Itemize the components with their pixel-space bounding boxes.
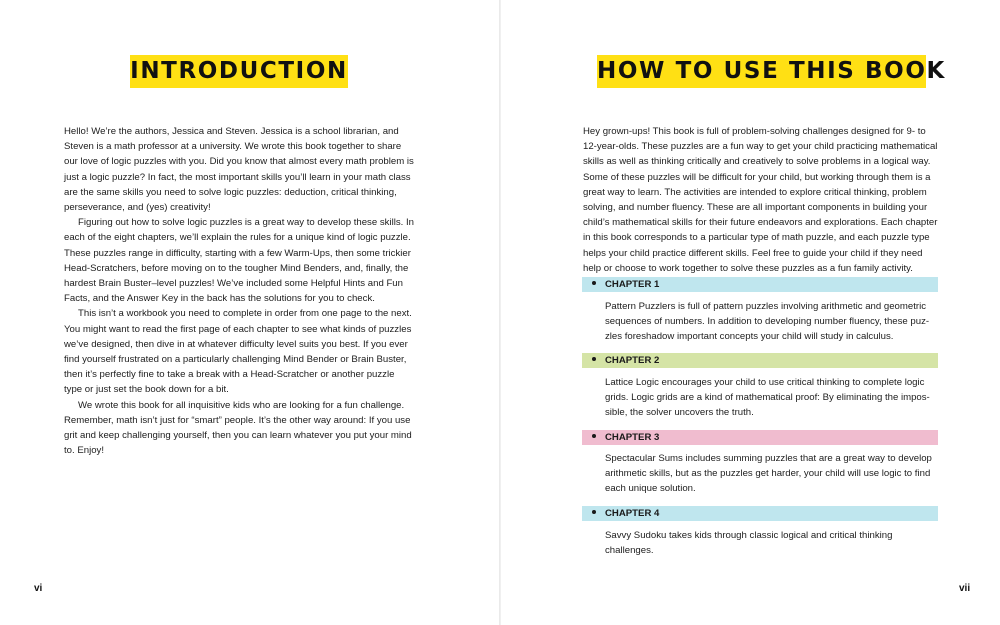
bullet-icon	[592, 434, 596, 438]
introduction-body	[64, 124, 414, 458]
chapter-4-label: CHAPTER 4	[605, 508, 660, 519]
intro-paragraph-4: We wrote this book for all inquisitive kids who are looking for a fun challenge. Remember, math isn’t just for “smart” people. It’s the other way around: If you use grit and keep challenging yourself, then you can learn whatever you put your mind to. Enjoy!	[64, 399, 412, 457]
bullet-icon	[592, 281, 596, 285]
page-number-right: vii	[959, 583, 971, 594]
intro-paragraph-3: This isn’t a workbook you need to complete in order from one page to the next. You might want to read the first page of each chapter to see what kinds of puzzles we’ve designed, then dive in at whatever difficulty level suits you best. If you ever find yourself frustrated on a particularly challenging Mind Bender or Brain Buster, then it’s perfectly fine to take a break with a Head-Scratcher or another puzzle type or just set the book down for a bit.	[64, 308, 412, 396]
chapter-1-bar	[582, 277, 938, 292]
chapter-2-description: Lattice Logic encourages your child to use critical thinking to complete logic grids. Logic grids are a kind of mathematical proof: By eliminating the impos-sible, the solver uncovers the truth.	[605, 377, 930, 419]
intro-paragraph-1: Hello! We’re the authors, Jessica and Steven. Jessica is a school librarian, and Steven is a math professor at a university. We wrote this book together to share our love of logic puzzles with you. Did you know that almost every math problem is just a logic puzzle? In fact, the most important skills you’ll learn in your math class are the same skills you need to solve logic puzzles: deduction, critical thinking, perseverance, and (yes) creativity!	[64, 126, 414, 214]
bullet-icon	[592, 510, 596, 514]
chapter-2-label: CHAPTER 2	[605, 355, 660, 366]
how-to-use-heading: HOW TO USE THIS BOOK	[597, 55, 926, 88]
chapter-3-bar	[582, 430, 938, 445]
intro-paragraph-2: Figuring out how to solve logic puzzles is a great way to develop these skills. In each of the eight chapters, we’ll explain the rules for a unique kind of logic puzzle. These puzzles range in difficulty, starting with a few Warm-Ups, then some trickier Head-Scratchers, before moving on to the tougher Mind Benders, and, finally, the hardest Brain Buster–level puzzles! We’ve included some Helpful Hints and Fun Facts, and the Answer Key in the back has the solutions for you to check.	[64, 217, 414, 305]
page-number-left: vi	[34, 583, 43, 594]
chapter-2-bar	[582, 353, 938, 368]
chapter-4-description: Savvy Sudoku takes kids through classic logical and critical thinking challenges.	[605, 530, 893, 557]
chapter-1-description: Pattern Puzzlers is full of pattern puzzles involving arithmetic and geometric sequences of numbers. In addition to developing number fluency, these puz-zles foreshadow important concepts your child will study in calculus.	[605, 301, 930, 343]
right-page	[501, 0, 1000, 625]
bullet-icon	[592, 357, 596, 361]
how-to-use-intro: Hey grown-ups! This book is full of problem-solving challenges designed for 9- to 12-year-olds. These puzzles are a fun way to get your child practicing mathematical skills as well as thinking critically and creatively to solve problems in a logical way. Some of these puzzles will be difficult for your child, but working through them is a great way to learn. The activities are intended to explore critical thinking, problem solving, and number fluency. These are all important components in building your child’s mathematical skills for their future endeavors and explorations. Each chapter in this book corresponds to a particular type of math puzzle, and each puzzle type helps your child practice different skills. Feel free to guide your child if they need help or choose to work together to solve these puzzles as a fun family activity.	[583, 126, 938, 274]
introduction-heading: INTRODUCTION	[130, 55, 348, 88]
left-page	[0, 0, 499, 625]
chapter-3-label: CHAPTER 3	[605, 432, 660, 443]
chapter-1-label: CHAPTER 1	[605, 279, 660, 290]
chapter-3-description: Spectacular Sums includes summing puzzles that are a great way to develop arithmetic skills, but as the puzzles get harder, your child will use logic to find each unique solution.	[605, 453, 932, 495]
chapter-4-bar	[582, 506, 938, 521]
